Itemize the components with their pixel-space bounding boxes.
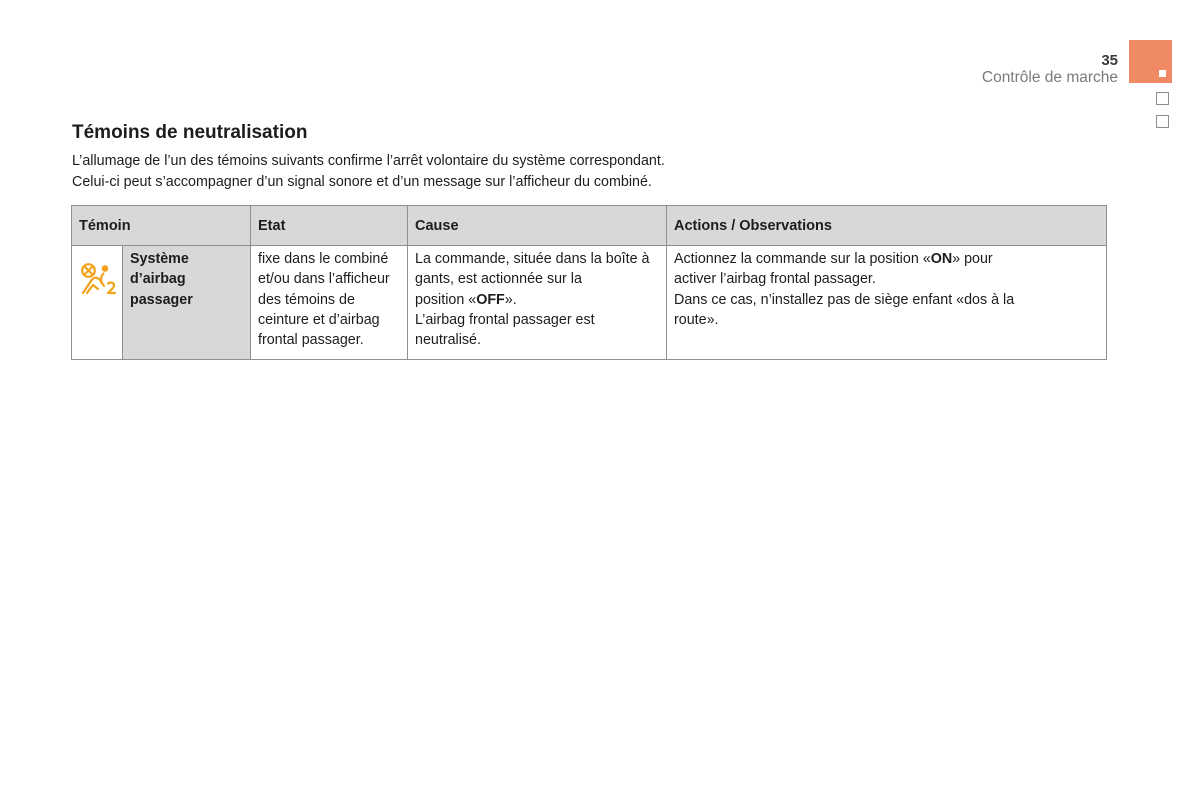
on-keyword: ON [930, 251, 953, 267]
intro-line: Celui-ci peut s’accompagner d’un signal sonore et d’un message sur l’afficheur du combiné. [72, 173, 652, 190]
chapter-marker-dot [1159, 70, 1166, 77]
section-name: Contrôle de marche [981, 69, 1118, 86]
header-actions: Actions / Observations [667, 206, 1107, 246]
header-temoin: Témoin [72, 206, 251, 246]
indicator-name-cell [123, 246, 251, 360]
indicator-name-line: passager [130, 291, 193, 308]
header-etat: Etat [251, 206, 408, 246]
cause-line: La commande, située dans la boîte à [415, 251, 650, 267]
etat-line: et/ou dans l’afficheur [258, 271, 390, 288]
indicator-icon-cell [72, 246, 123, 360]
actions-text: » pour [952, 251, 993, 267]
etat-line: fixe dans le combiné [258, 251, 389, 267]
chapter-tab-box [1156, 115, 1169, 128]
actions-line [674, 249, 1099, 269]
chapter-tab-box [1156, 92, 1169, 105]
cause-text: ». [504, 291, 517, 308]
cause-line: gants, est actionnée sur la [415, 271, 582, 288]
cause-line [415, 290, 659, 310]
actions-line: route». [674, 311, 719, 328]
etat-line: ceinture et d’airbag [258, 311, 380, 328]
page-number: 35 [1101, 52, 1118, 69]
intro-text [72, 151, 665, 192]
indicator-name-line: Système [130, 251, 189, 267]
cause-cell [408, 246, 667, 360]
page-title: Témoins de neutralisation [72, 122, 308, 143]
indicator-name-line: d’airbag [130, 271, 186, 288]
actions-cell [667, 246, 1107, 360]
table-header-row [72, 206, 1107, 246]
etat-line: frontal passager. [258, 332, 364, 349]
etat-cell [251, 246, 408, 360]
chapter-tab-marker [1129, 40, 1172, 83]
etat-line: des témoins de [258, 291, 355, 308]
passenger-airbag-off-icon [80, 262, 122, 298]
actions-line: activer l’airbag frontal passager. [674, 271, 876, 288]
intro-line: L’allumage de l’un des témoins suivants confirme l’arrêt volontaire du système correspondant. [72, 153, 665, 169]
cause-text: position « [415, 291, 477, 308]
header-cause: Cause [408, 206, 667, 246]
actions-line: Dans ce cas, n’installez pas de siège enfant «dos à la [674, 291, 1015, 308]
actions-text: Actionnez la commande sur la position « [674, 251, 931, 267]
table-row [72, 246, 1107, 360]
indicator-table [71, 205, 1107, 360]
off-keyword: OFF [476, 291, 505, 308]
cause-line: neutralisé. [415, 332, 481, 349]
cause-line: L’airbag frontal passager est [415, 311, 595, 328]
